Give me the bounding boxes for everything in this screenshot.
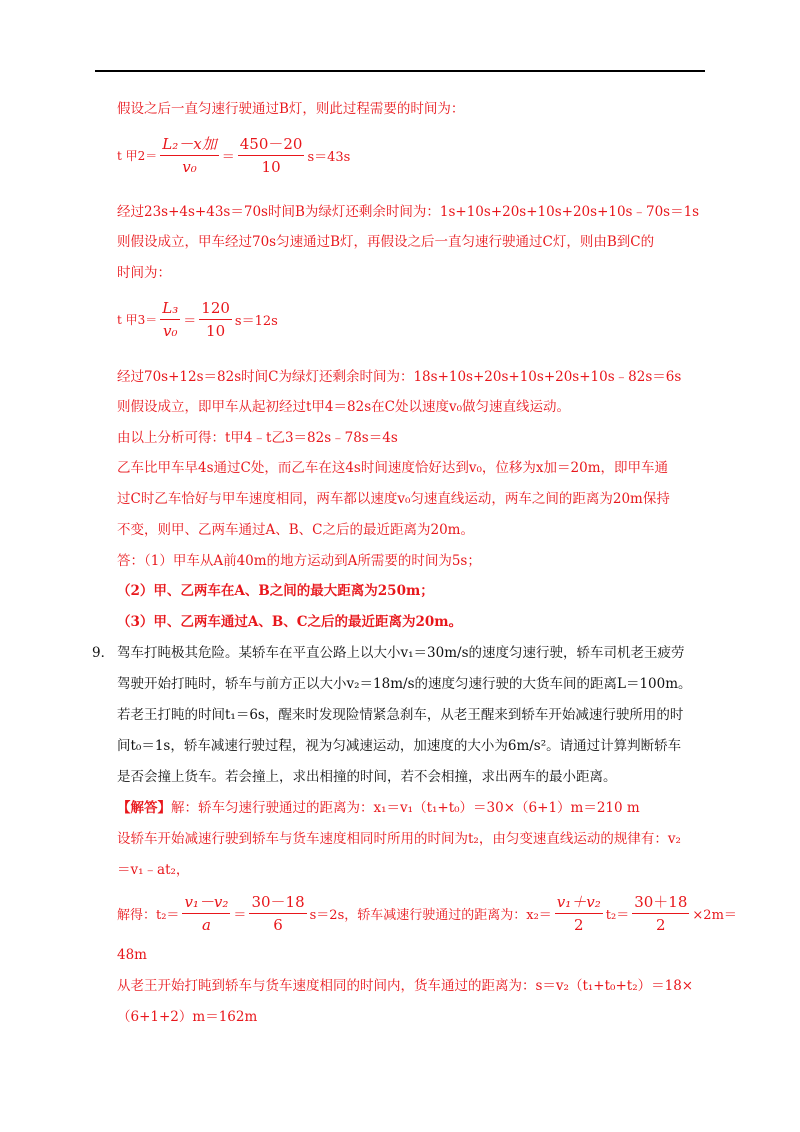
fraction-denominator: 10 (206, 322, 226, 340)
formula-prefix: t 甲2＝ (117, 149, 158, 163)
fraction-numerator: L₂－x加 (160, 135, 218, 156)
fraction-numerator: v₁－v₂ (182, 893, 230, 914)
question-line: 间t₀＝1s，轿车减速行驶过程，视为匀减速运动，加速度的大小为6m/s²。请通过计算判断轿车 (117, 738, 682, 754)
fraction-denominator: 2 (656, 916, 666, 934)
equals-sign: ＝ (233, 908, 247, 923)
question-line: 驾驶开始打盹时，轿车与前方正以大小v₂＝18m/s的速度匀速行驶的大货车间的距离L＝100m。 (117, 676, 692, 692)
solution-line: （6+1+2）m＝162m (117, 1009, 258, 1025)
text-line: 则假设成立，即甲车从起初经过t甲4＝82s在C处以速度v₀做匀速直线运动。 (117, 399, 570, 415)
answer-line: （3）甲、乙两车通过A、B、C之后的最近距离为20m。 (117, 614, 463, 630)
fraction-numerator: 450－20 (238, 135, 305, 156)
solution-line: ＝v₁﹣at₂， (117, 862, 190, 878)
formula-text: t₂＝ (605, 908, 630, 923)
fraction-numerator: 30＋18 (632, 893, 689, 914)
equals-sign: ＝ (221, 150, 235, 165)
formula-t-jia2 (117, 135, 350, 176)
fraction-denominator: 6 (273, 916, 283, 934)
text-line: 过C时乙车恰好与甲车速度相同，两车都以速度v₀匀速直线运动，两车之间的距离为20m保持 (117, 491, 670, 507)
fraction (238, 135, 305, 176)
formula-result: s＝43s (307, 150, 351, 165)
formula-t2-x2 (117, 893, 737, 934)
solution-line: 48m (117, 947, 147, 963)
question-number: 9． (92, 645, 115, 661)
fraction (160, 135, 218, 176)
fraction-denominator: a (201, 916, 211, 934)
formula-prefix: 解得：t₂＝ (117, 908, 180, 923)
answer-line: 答：（1）甲车从A前40m的地方运动到A所需要的时间为5s； (117, 553, 481, 569)
text-line: 经过70s+12s＝82s时间C为绿灯还剩余时间为：18s+10s+20s+10s+20s+10s﹣82s＝6s (117, 369, 682, 385)
formula-result: s＝12s (234, 314, 278, 329)
fraction-denominator: 10 (261, 158, 281, 176)
question-line: 驾车打盹极其危险。某轿车在平直公路上以大小v₁＝30m/s的速度匀速行驶，轿车司机老王疲劳 (117, 645, 685, 661)
fraction-denominator: 2 (574, 916, 584, 934)
fraction-numerator: v₁＋v₂ (555, 893, 603, 914)
fraction (182, 893, 230, 934)
equals-sign: ＝ (183, 314, 197, 329)
solution-line: 从老王开始打盹到轿车与货车速度相同的时间内，货车通过的距离为：s＝v₂（t₁+t₀+t₂）＝18× (117, 978, 694, 994)
solution-line (117, 799, 640, 817)
fraction (555, 893, 603, 934)
fraction-denominator: v₀ (182, 158, 197, 176)
fraction-denominator: v₀ (163, 322, 178, 340)
text-line: 假设之后一直匀速行驶通过B灯，则此过程需要的时间为： (117, 101, 465, 117)
text-line: 由以上分析可得：t甲4﹣t乙3＝82s﹣78s＝4s (117, 430, 398, 446)
solution-text: 解：轿车匀速行驶通过的距离为：x₁＝v₁（t₁+t₀）＝30×（6+1）m＝210 m (171, 800, 640, 816)
question-line: 若老王打盹的时间t₁＝6s，醒来时发现险情紧急刹车，从老王醒来到轿车开始减速行驶所用的时 (117, 707, 684, 723)
fraction (160, 299, 180, 340)
header-rule (95, 70, 705, 72)
solution-line: 设轿车开始减速行驶到轿车与货车速度相同时所用的时间为t₂，由匀变速直线运动的规律有：v₂ (117, 831, 681, 847)
answer-line: （2）甲、乙两车在A、B之间的最大距离为250m； (117, 583, 434, 599)
text-line: 乙车比甲车早4s通过C处，而乙车在这4s时间速度恰好达到v₀，位移为x加＝20m，即甲车通 (117, 460, 668, 476)
fraction-numerator: 120 (199, 299, 232, 320)
fraction (632, 893, 689, 934)
text-line: 则假设成立，甲车经过70s匀速通过B灯，再假设之后一直匀速行驶通过C灯，则由B到C的 (117, 234, 655, 250)
fraction (199, 299, 232, 340)
formula-prefix: t 甲3＝ (117, 313, 158, 327)
fraction-numerator: 30－18 (249, 893, 306, 914)
text-line: 不变，则甲、乙两车通过A、B、C之后的最近距离为20m。 (117, 522, 474, 538)
formula-t-jia3 (117, 299, 278, 340)
text-line: 时间为： (117, 265, 171, 281)
fraction (249, 893, 306, 934)
formula-text: s＝2s，轿车减速行驶通过的距离为：x₂＝ (309, 908, 552, 923)
question-line: 是否会撞上货车。若会撞上，求出相撞的时间，若不会相撞，求出两车的最小距离。 (117, 769, 617, 785)
solution-tag: 【解答】 (117, 800, 171, 816)
fraction-numerator: L₃ (160, 299, 180, 320)
text-line: 经过23s+4s+43s＝70s时间B为绿灯还剩余时间为：1s+10s+20s+10s+20s+10s﹣70s＝1s (117, 204, 700, 220)
formula-result: ×2m＝ (692, 908, 737, 923)
